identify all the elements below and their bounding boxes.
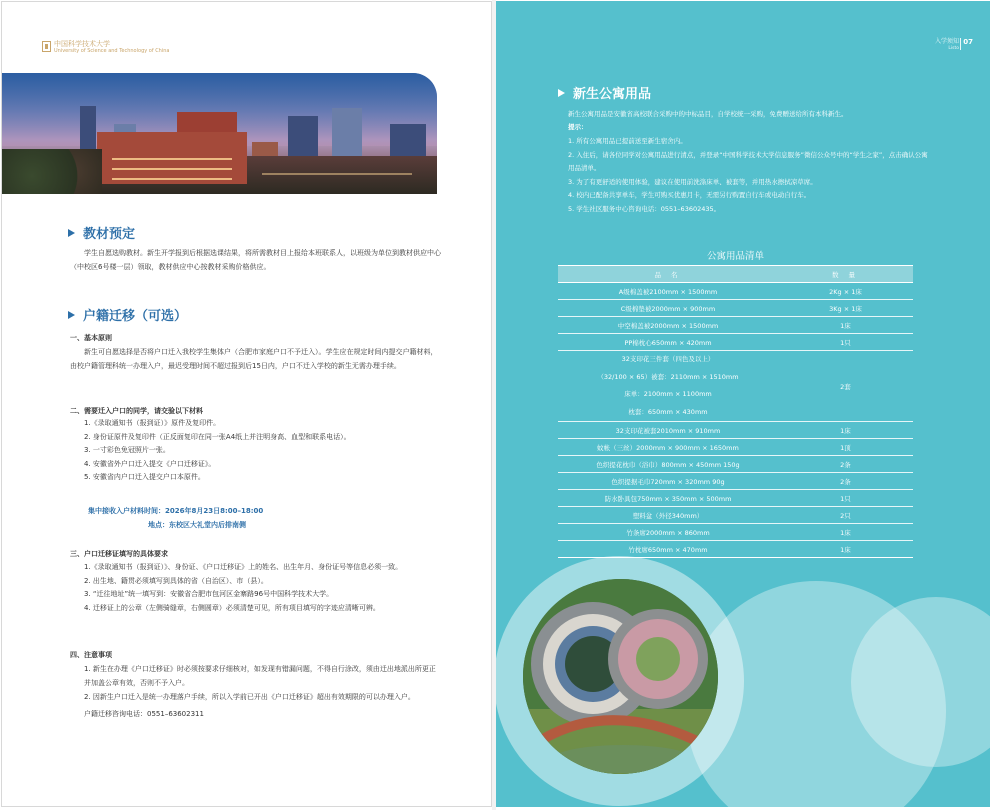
textbook-section-title: 教材预定 <box>68 223 135 242</box>
right-page-header <box>934 38 973 52</box>
item-name: C级棉垫被2000mm × 900mm <box>558 300 778 317</box>
hukou-s2-list <box>70 417 442 485</box>
table-row <box>558 283 913 300</box>
column-header-qty: 数 量 <box>778 266 913 283</box>
tip-item: 3. 为了有更舒适的使用体验，建议在使用前洗涤床单、被套等，并用热水擦拭凉草席。 <box>568 177 817 186</box>
item-qty: 2条 <box>778 473 913 490</box>
table-row <box>558 422 913 439</box>
header-divider <box>960 38 961 50</box>
supplies-table <box>558 265 913 558</box>
hukou-s1-body: 新生可自愿选择是否将户口迁入我校学生集体户（合肥市家庭户口不予迁入）。学生应在规定时间内提交户籍材料，由校户籍管理科统一办理入户，最迟受理时间不超过报到后15日内，户口不迁入学校的新生无需办理手续。 <box>70 348 438 370</box>
campus-night-photo <box>2 73 437 194</box>
list-item: 1.《录取通知书（报到证）》原件及复印件。 <box>84 419 221 427</box>
table-row <box>558 334 913 351</box>
item-name: 竹条席2000mm × 860mm <box>558 524 778 541</box>
item-qty: 1只 <box>778 334 913 351</box>
university-brand <box>42 40 169 55</box>
right-page <box>496 1 990 807</box>
university-logo-icon <box>42 41 51 52</box>
campus-aerial-photo <box>523 579 718 774</box>
item-name: A级棉盖被2100mm × 1500mm <box>558 283 778 300</box>
item-qty: 2套 <box>778 351 913 422</box>
item-name-group: 32支印花三件套（四色及以上） （32/100 × 65）被套：2110mm × 1510mm 床单：2100mm × 1100mm 枕套：650mm × 430mm <box>558 351 778 422</box>
brand-en-name: University of Science and Technology of China <box>54 48 170 54</box>
item-name: 竹枕席650mm × 470mm <box>558 541 778 558</box>
dorm-tips-list <box>568 135 928 216</box>
tip-item: 2. 入住后，请各位同学对公寓用品进行清点，并登录“中国科学技术大学信息服务”微信公众号中的“学生之家”，点击确认公寓用品清单。 <box>568 150 928 172</box>
page-number: 07 <box>963 38 973 46</box>
item-name: 防水卧具包750mm × 350mm × 500mm <box>558 490 778 507</box>
table-header-row <box>558 266 913 283</box>
hukou-section-title: 户籍迁移（可选） <box>68 305 187 324</box>
table-row <box>558 456 913 473</box>
table-row-group <box>558 351 913 422</box>
table-row <box>558 524 913 541</box>
item-qty: 1只 <box>778 490 913 507</box>
hukou-s4-heading: 四、注意事项 <box>70 651 112 659</box>
list-item: 1. 新生在办理《户口迁移证》时必须按要求仔细核对，如发现有错漏问题，不得自行涂改，须由迁出地派出所更正并加盖公章有效，否则不予入户。 <box>84 665 436 687</box>
hukou-s1-heading: 一、基本原则 <box>70 334 112 342</box>
table-row <box>558 317 913 334</box>
table-row <box>558 473 913 490</box>
list-item: 3. 一寸彩色免冠照片一张。 <box>84 446 170 454</box>
item-name: 塑料盆（外径340mm） <box>558 507 778 524</box>
table-row <box>558 541 913 558</box>
dorm-intro: 新生公寓用品是安徽省高校联合采购中的中标品目，自学校统一采购，免费赠送给所有本科新生。 <box>568 110 848 118</box>
textbook-body: 学生自愿选购教材。新生开学报到后根据选课结果，将所需教材目上报给本班联系人，以班级为单位到教材供应中心（中校区6号楼一层）领取，教材供应中心按教材采购价格供应。 <box>70 249 441 271</box>
item-name: 蚊帐（三丝）2000mm × 900mm × 1650mm <box>558 439 778 456</box>
table-row <box>558 300 913 317</box>
item-name: 色织提花枕巾（浴巾）800mm × 450mm 150g <box>558 456 778 473</box>
item-qty: 1床 <box>778 422 913 439</box>
table-row <box>558 507 913 524</box>
supplies-table-title: 公寓用品清单 <box>706 251 764 262</box>
dorm-tips-heading: 提示： <box>568 123 588 131</box>
list-item: 3. “迁往地址”统一填写到：安徽省合肥市包河区金寨路96号中国科学技术大学。 <box>84 590 334 598</box>
table-row <box>558 439 913 456</box>
item-qty: 2只 <box>778 507 913 524</box>
item-qty: 1床 <box>778 524 913 541</box>
tip-item: 4. 校内已配备共享单车，学生可购买优惠月卡，无需另行购置自行车或电动自行车。 <box>568 191 811 199</box>
table-row <box>558 490 913 507</box>
collect-time: 集中接收入户材料时间：2026年8月23日8:00–18:00 <box>88 507 264 515</box>
section-arrow-icon <box>68 229 75 237</box>
list-item: 2. 出生地、籍贯必须填写到具体的省（自治区）、市（县）。 <box>84 576 268 585</box>
item-qty: 2Kg × 1床 <box>778 283 913 300</box>
section-arrow-icon <box>68 311 75 319</box>
list-item: 1.《录取通知书（报到证）》、身份证、《户口迁移证》上的姓名、出生年月、身份证号等信息必须一致。 <box>84 563 403 571</box>
hukou-contact-phone: 户籍迁移咨询电话：0551–63602311 <box>84 710 204 718</box>
list-item: 4. 迁移证上的公章（左侧骑缝章，右侧圆章）必须清楚可见，所有项目填写的字迹应清晰可辨。 <box>84 603 380 612</box>
item-name: 32支印花被套2010mm × 910mm <box>558 422 778 439</box>
item-qty: 1床 <box>778 541 913 558</box>
section-arrow-icon <box>558 89 565 97</box>
item-name: 色织提据毛巾720mm × 320mm 90g <box>558 473 778 490</box>
collect-place: 地点：东校区大礼堂内后排南侧 <box>148 521 246 529</box>
item-name: 中空棉盖被2000mm × 1500mm <box>558 317 778 334</box>
item-qty: 3Kg × 1床 <box>778 300 913 317</box>
list-item: 2. 因新生户口迁入是统一办理落户手续，所以入学前已开出《户口迁移证》超出有效期限的可以办理入户。 <box>84 693 415 701</box>
item-qty: 1顶 <box>778 439 913 456</box>
hukou-s4-list <box>70 662 442 721</box>
brand-cn-name: 中国科学技术大学 <box>54 40 110 48</box>
item-qty: 1床 <box>778 317 913 334</box>
hukou-s3-list <box>70 561 442 615</box>
hukou-s2-heading: 二、需要迁入户口的同学，请交验以下材料 <box>70 407 203 415</box>
hukou-s3-heading: 三、户口迁移证填写的具体要求 <box>70 550 168 558</box>
list-item: 4. 安徽省外户口迁入提交《户口迁移证》。 <box>84 459 216 468</box>
list-item: 5. 安徽省内户口迁入提交户口本原件。 <box>84 473 205 481</box>
item-qty: 2条 <box>778 456 913 473</box>
header-label: 入学须知 <box>934 38 959 45</box>
tip-item: 1. 所有公寓用品已提前送至新生宿舍内。 <box>568 137 687 145</box>
tip-item: 5. 学生社区服务中心咨询电话：0551–63602435。 <box>568 204 721 213</box>
dorm-section-title: 新生公寓用品 <box>558 83 651 102</box>
header-en: Listo <box>948 46 959 51</box>
column-header-name: 品 名 <box>558 266 778 283</box>
item-name: PP棉枕心650mm × 420mm <box>558 334 778 351</box>
list-item: 2. 身份证原件及复印件（正反面复印在同一张A4纸上并注明身高、血型和联系电话）。 <box>84 432 351 441</box>
left-page <box>1 1 492 807</box>
